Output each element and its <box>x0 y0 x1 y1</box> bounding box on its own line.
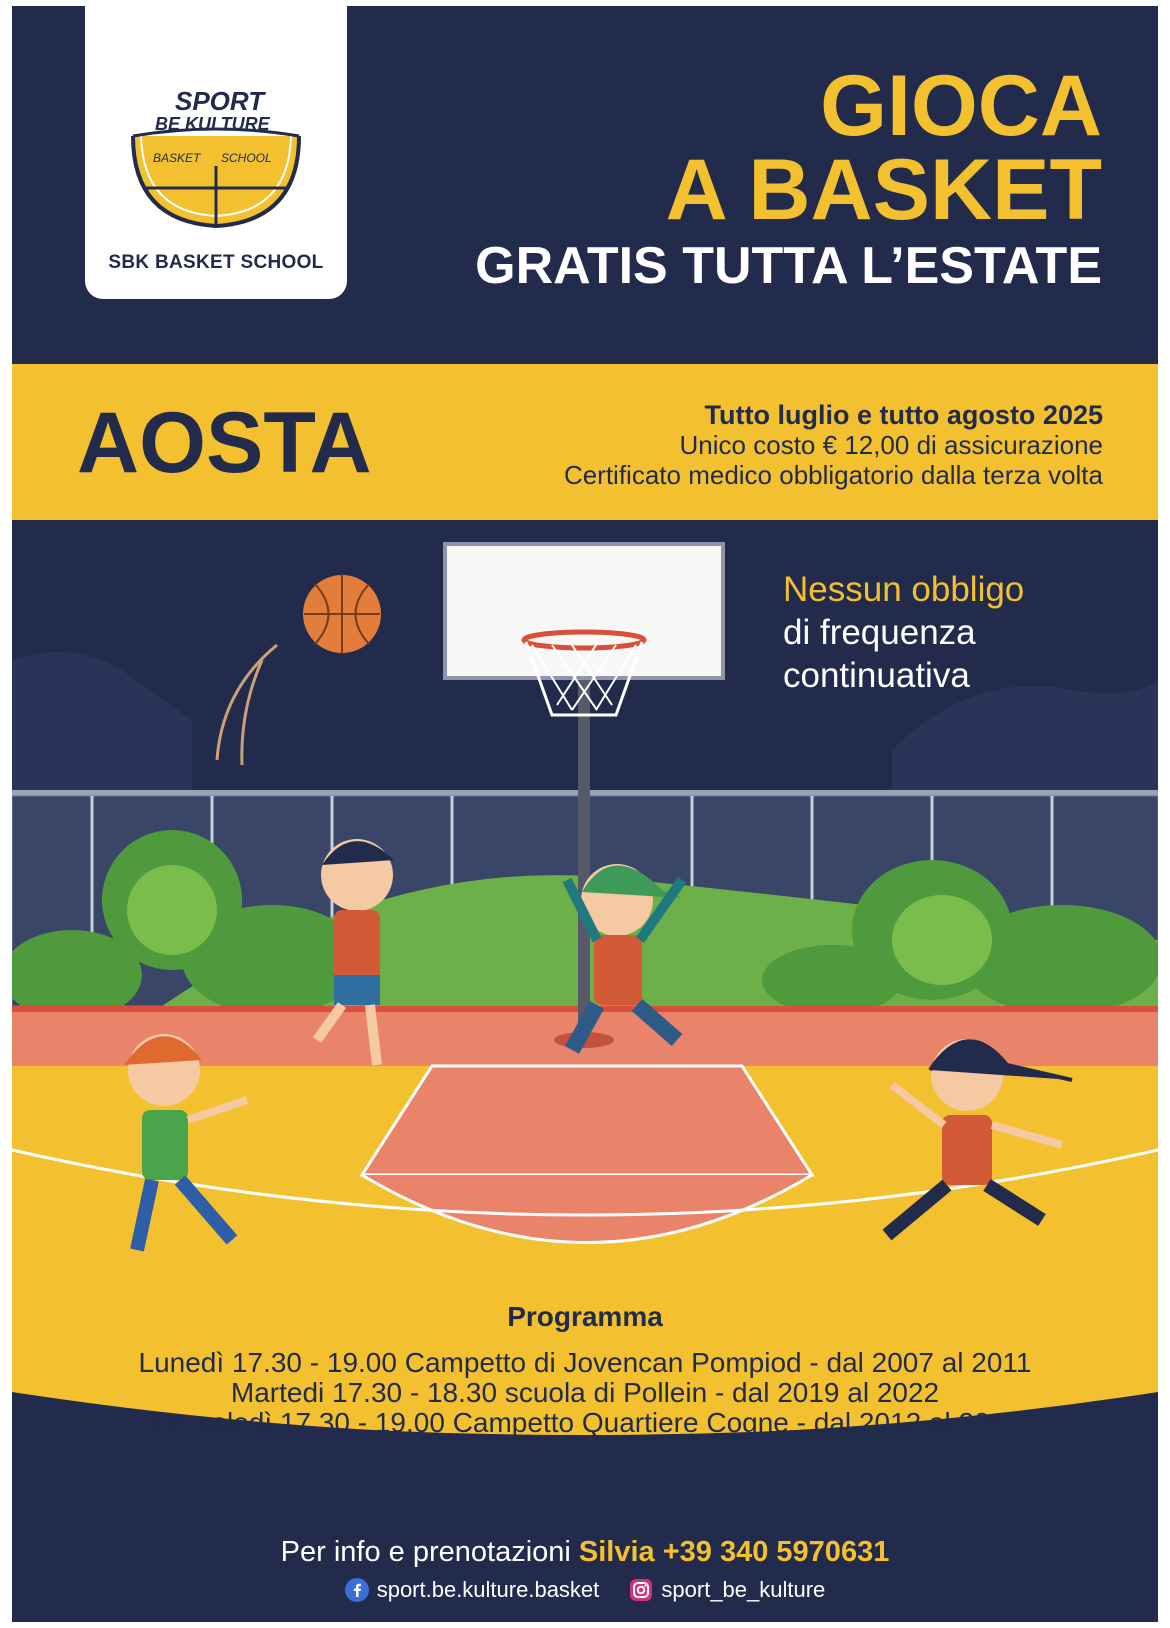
logo-school-text: SCHOOL <box>221 151 272 165</box>
notice-line1: Nessun obbligo <box>783 570 1025 609</box>
notice <box>783 568 1024 697</box>
facebook-handle: sport.be.kulture.basket <box>376 1577 600 1602</box>
facebook-link[interactable] <box>345 1577 600 1603</box>
programma-title: Programma <box>507 1301 663 1332</box>
facebook-icon <box>345 1578 369 1602</box>
medical-text: Certificato medico obbligatorio dalla terza volta <box>563 460 1103 490</box>
notice-line3: continuativa <box>783 656 970 695</box>
notice-line2: di frequenza <box>783 613 976 652</box>
headline-gratis: GRATIS TUTTA L’ESTATE <box>475 237 1102 295</box>
headline-gioca: GIOCA <box>820 58 1102 154</box>
social-line <box>12 1577 1158 1608</box>
poster <box>12 6 1158 1622</box>
basketball-hoop-logo-icon <box>85 126 347 246</box>
footer <box>12 1536 1158 1608</box>
logo-caption: SBK BASKET SCHOOL <box>108 252 324 273</box>
programma-row: Lunedì 17.30 - 19.00 Campetto di Jovencan Pompiod - dal 2007 al 2011 <box>138 1347 1032 1378</box>
logo-card <box>85 6 347 299</box>
logo-basket-text: BASKET <box>153 151 201 165</box>
city-name: AOSTA <box>77 395 372 491</box>
cost-text: Unico costo € 12,00 di assicurazione <box>679 430 1103 460</box>
logo-be-kulture-text: BE KULTURE <box>155 114 270 134</box>
basketball-icon <box>302 574 382 654</box>
period-text: Tutto luglio e tutto agosto 2025 <box>704 400 1103 430</box>
headline-a-basket: A BASKET <box>665 142 1102 238</box>
info-label: Per info e prenotazioni <box>280 1536 571 1568</box>
headline <box>475 58 1102 296</box>
info-band <box>12 364 1158 520</box>
contact-line <box>12 1536 1158 1569</box>
contact-phone[interactable]: Silvia +39 340 5970631 <box>578 1536 890 1568</box>
instagram-handle: sport_be_kulture <box>661 1577 826 1602</box>
backboard <box>445 544 723 678</box>
programma-row: Mercoledì 17.30 - 19.00 Campetto Quartiere Cogne - dal 2012 al 2018 <box>149 1407 1021 1438</box>
logo-sport-text: SPORT <box>175 86 265 116</box>
programma-row: Martedi 17.30 - 18.30 scuola di Pollein - dal 2019 al 2022 <box>230 1377 940 1408</box>
band-info <box>564 400 1103 490</box>
programma-section <box>12 1300 1158 1438</box>
instagram-icon <box>629 1578 653 1602</box>
instagram-link[interactable] <box>629 1577 825 1603</box>
